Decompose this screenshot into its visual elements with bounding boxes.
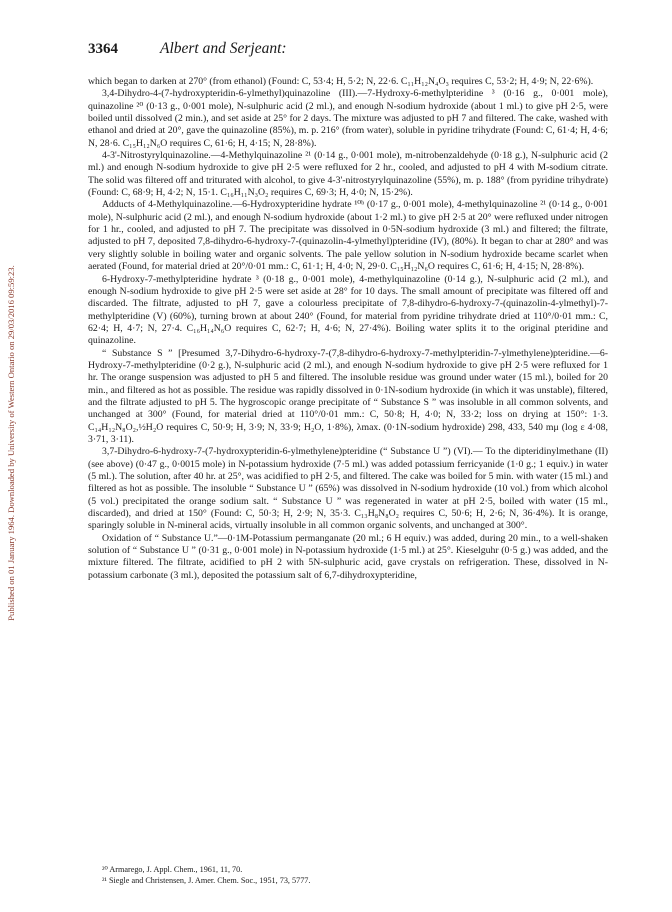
paragraph: 4-3'-Nitrostyrylquinazoline.—4-Methylquinazoline ²¹ (0·14 g., 0·001 mole), m-nitrobenzaldehyde (0·18 g.), N-sulphuric acid (2 ml.) and enough N-sodium hydroxide to give pH 2·5 were refluxed for 2 hr., cooled, and adjusted to pH 4 with M-sodium citrate. The solid was filtered off and triturated with alcohol, to give 4-3'-nitrostyrylquinazoline (55%), m. p. 188° (from pyridine trihydrate) (Found: C, 68·9; H, 4·2; N, 15·1. C₁₆H₁₁N₃O₂ requires C, 69·3; H, 4·0; N, 15·2%).	[88, 150, 608, 199]
paragraph: which began to darken at 270° (from ethanol) (Found: C, 53·4; H, 5·2; N, 22·6. C₁₁H₁₂N₄O₃ requires C, 53·2; H, 4·9; N, 22·6%).	[88, 76, 594, 87]
running-head: Albert and Serjeant:	[160, 40, 287, 57]
article-body	[88, 76, 608, 582]
footnotes	[88, 864, 608, 886]
paragraph: Adducts of 4-Methylquinazoline.—6-Hydroxypteridine hydrate ¹⁰ᵇ (0·17 g., 0·001 mole), 4-methylquinazoline ²¹ (0·14 g., 0·001 mole), N-sulphuric acid (2 ml.), and enough N-sodium hydroxide (about 1·2 ml.) to give pH 2·5 at 20° were refluxed under nitrogen for 1 hr., cooled, and adjusted to pH 7. The precipitate was dissolved in 0·5N-sodium hydroxide (3 ml.) and filtered; the filtrate, adjusted to pH 7, deposited 7,8-dihydro-6-hydroxy-7-(quinazolin-4-ylmethyl)pteridine (IV), (80%). It began to char at 280° and was very slightly soluble in boiling water and organic solvents. The pale yellow solution in N-sodium hydroxide became scarlet when aerated (Found, for material dried at 20°/0·01 mm.: C, 61·1; H, 4·0; N, 29·0. C₁₅H₁₂N₆O requires C, 61·6; H, 4·15; N, 28·8%).	[88, 199, 608, 273]
paragraph: 3,4-Dihydro-4-(7-hydroxypteridin-6-ylmethyl)quinazoline (III).—7-Hydroxy-6-methylpteridine ³ (0·16 g., 0·001 mole), quinazoline ²⁰ (0·13 g., 0·001 mole), N-sulphuric acid (2 ml.), and enough N-sodium hydroxide (about 1 ml.) to give pH 2·5, were boiled until dissolved (2 min.), and set aside at 25° for 2 days. The mixture was adjusted to pH 7 and filtered. The cake, washed with ethanol and dried at 20°, gave the quinazoline (85%), m. p. 216° (from water), soluble in pyridine trihydrate (Found: C, 61·4; H, 4·6; N, 28·6. C₁₅H₁₂N₆O requires C, 61·6; H, 4·15; N, 28·8%).	[88, 88, 608, 149]
download-stamp-text: Published on 01 January 1964. Downloaded by University of Western Ontario on 29/03/2016 09:59:23.	[6, 265, 16, 621]
paragraph: 3,7-Dihydro-6-hydroxy-7-(7-hydroxypteridin-6-ylmethylene)pteridine (“ Substance U ”) (VI).— To the dipteridinylmethane (II) (see above) (0·47 g., 0·0015 mole) in N-potassium hydroxide (7·5 ml.) was added potassium ferricyanide (1·0 g.; 1 equiv.) in water (5 ml.). The solution, after 40 hr. at 25°, was acidified to pH 2·5, and filtered. The cake was boiled for 5 min. with water (15 ml.) and filtered as hot as possible. The insoluble “ Substance U ” (65%) was dissolved in N-sodium hydroxide (10 vol.) from which alcohol (5 vol.) precipitated the orange sodium salt. “ Substance U ” was regenerated in water at pH 2·5, boiled with water (15 ml., discarded), and dried at 150° (Found: C, 50·3; H, 2·9; N, 35·3. C₁₃H₈N₈O₂ requires C, 50·6; H, 2·6; N, 36·4%). It is orange, sparingly soluble in N-mineral acids, virtually insoluble in all common organic solvents, and unchanged at 300°.	[88, 446, 608, 532]
paragraph: 6-Hydroxy-7-methylpteridine hydrate ³ (0·18 g., 0·001 mole), 4-methylquinazoline (0·14 g.), N-sulphuric acid (2 ml.), and enough N-sodium hydroxide to give pH 2·5 were set aside at 28° for 10 days. The small amount of precipitate was filtered off and discarded. The filtrate, adjusted to pH 7, gave a colourless precipitate of 7,8-dihydro-6-hydroxy-7-(quinazolin-4-ylmethyl)-7-methylpteridine (V) (60%), turning brown at about 240° (Found, for material from pyridine trihydrate dried at 110°/0·01 mm.: C, 62·4; H, 4·7; N, 27·4. C₁₆H₁₄N₆O requires C, 62·7; H, 4·6; N, 27·4%). Boiling water splits it to the original pteridine and quinazoline.	[88, 273, 608, 347]
page-header	[88, 40, 608, 64]
paragraph: “ Substance S ” [Presumed 3,7-Dihydro-6-hydroxy-7-(7,8-dihydro-6-hydroxy-7-methylpteridin-7-ylmethylene)pteridine.—6-Hydroxy-7-methylpteridine (0·2 g.), N-sulphuric acid (2 ml.), and enough N-sodium hydroxide to give pH 2·5 were refluxed for 1 hr. The orange suspension was adjusted to pH 5 and filtered. The insoluble residue was ground under water (15 ml.), boiled for 20 min., and filtered as hot as possible. The residue was rapidly dissolved in 0·1N-sodium hydroxide (in which it was unstable), filtered, and the filtrate adjusted to pH 5. The hygroscopic orange precipitate of “ Substance S ” was insoluble in all common solvents, and unchanged at 300° (Found, for material dried at 110°/0·01 mm.: C, 50·8; H, 4·0; N, 33·2; loss on drying at 150°: 1·3. C₁₄H₁₂N₈O₂,½H₂O requires C, 50·9; H, 3·9; N, 33·9; H₂O, 1·8%), λmax. (0·1N-sodium hydroxide) 298, 433, 540 mμ (log ε 4·08, 3·71, 3·11).	[88, 347, 608, 445]
footnote: ²⁰ Armarego, J. Appl. Chem., 1961, 11, 70.	[102, 865, 243, 874]
page-number: 3364	[88, 41, 118, 57]
paragraph: Oxidation of “ Substance U.”—0·1M-Potassium permanganate (20 ml.; 6 H equiv.) was added, during 20 min., to a well-shaken solution of “ Substance U ” (0·31 g., 0·001 mole) in N-potassium hydroxide (1·5 ml.) at 25°. Kieselguhr (0·5 g.) was added, and the mixture filtered. The filtrate, acidified to pH 2 with 5N-sulphuric acid, gave crystals on refrigeration. These, dissolved in N-potassium carbonate (3 ml.), deposited the potassium salt of 6,7-dihydroxypteridine,	[88, 532, 608, 581]
footnote: ²¹ Siegle and Christensen, J. Amer. Chem. Soc., 1951, 73, 5777.	[102, 876, 311, 885]
download-stamp	[4, 118, 18, 768]
